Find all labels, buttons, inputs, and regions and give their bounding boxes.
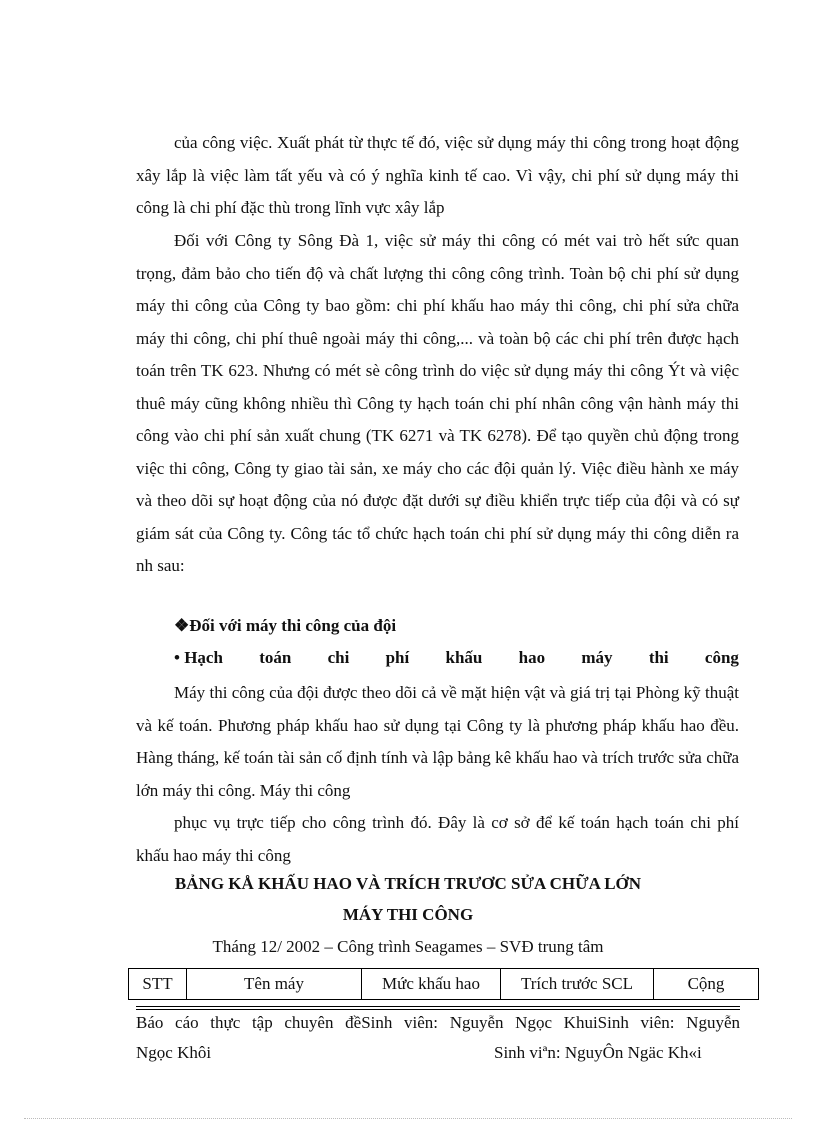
table-header-cell: Tên máy [187, 969, 362, 1000]
table-header-cell: Trích trước SCL [501, 969, 654, 1000]
bullet-word: hao [518, 648, 546, 667]
paragraph-4: phục vụ trực tiếp cho công trình đó. Đây là cơ sở để kế toán hạch toán chi phí khấu hao máy thi công [136, 813, 739, 865]
paragraph-1: của công việc. Xuất phát từ thực tế đó, việc sử dụng máy thi công trong hoạt động xây lắp là việc làm tất yếu và có ý nghĩa kinh tế cao. Vì vậy, chi phí sử dụng máy thi công là chi phí đặc thù trong lĩnh vực xây lắp [136, 133, 739, 217]
bullet-word: chi [327, 648, 350, 667]
bullet-word-1 [174, 648, 223, 668]
table-subtitle: Tháng 12/ 2002 – Công trình Seagames – SVĐ trung tâm [212, 937, 604, 956]
footer-line-2 [136, 1043, 740, 1063]
bullet-symbol: • [174, 648, 180, 667]
bullet-word: công [704, 648, 739, 667]
bullet-word: phí [385, 648, 410, 667]
table-title-line-2: MÁY THI CÔNG [342, 905, 474, 924]
table-title-line-1: BẢNG KÅ KHẤU HAO VÀ TRÍCH TRƯƠC SỬA CHỮA LỚN [174, 874, 642, 893]
paragraph-2: Đối với Công ty Sông Đà 1, việc sử máy thi công có mét vai trò hết sức quan trọng, đảm bảo cho tiến độ và chất lượng thi công công trình. Toàn bộ chi phí sử dụng máy thi công của Công ty bao gồm: chi phí khấu hao máy thi công, chi phí sửa chữa máy thi công, chi phí thuê ngoài máy thi công,... và toàn bộ các chi phí trên được hạch toán trên TK 623. Nhưng có mét sè công trình do việc sử dụng máy thi công Ýt và việc thuê máy cũng không nhiều thì Công ty hạch toán chi phí nhân công vận hành máy thi công vào chi phí sản xuất chung (TK 6271 và TK 6278). Để tạo quyền chủ động trong việc thi công, Công ty giao tài sản, xe máy cho các đội quản lý. Việc điều hành xe máy và theo dõi sự hoạt động của nó được đặt dưới sự điều khiển trực tiếp của đội và có sự giám sát của Công ty. Công tác tổ chức hạch toán chi phí sử dụng máy thi công diễn ra nh sau: [136, 231, 739, 575]
bullet-word: khấu [445, 648, 483, 667]
page-bottom-dotted-line [24, 1118, 792, 1119]
bullet-word: thi [648, 648, 669, 667]
bullet-word: toán [259, 648, 292, 667]
table-header-cell: Mức khấu hao [362, 969, 501, 1000]
table-header-cell: Cộng [654, 969, 759, 1000]
table-header-row [129, 969, 759, 1000]
footer-line-1: Báo cáo thực tập chuyên đềSinh viên: Nguyễn Ngọc KhuiSinh viên: Nguyễn [136, 1013, 740, 1032]
section-heading: ❖Đối với máy thi công của đội [174, 616, 397, 635]
depreciation-table [128, 968, 759, 1000]
footer-author: Ngọc Khôi [136, 1043, 212, 1062]
bullet-word: máy [581, 648, 613, 667]
paragraph-3: Máy thi công của đội được theo dõi cả về mặt hiện vật và giá trị tại Phòng kỹ thuật và kế toán. Phương pháp khấu hao sử dụng tại Công ty là phương pháp khấu hao đều. Hàng tháng, kế toán tài sản cố định tính và lập bảng kê khấu hao và trích trước sửa chữa lớn máy thi công. Máy thi công [136, 683, 739, 800]
footer-divider [136, 1006, 740, 1010]
bullet-heading [174, 648, 739, 668]
table-header-cell: STT [129, 969, 187, 1000]
footer-author-garbled: Sinh viªn: NguyÔn Ngäc Kh«i [494, 1043, 702, 1062]
bullet-word-text: Hạch [184, 648, 223, 667]
